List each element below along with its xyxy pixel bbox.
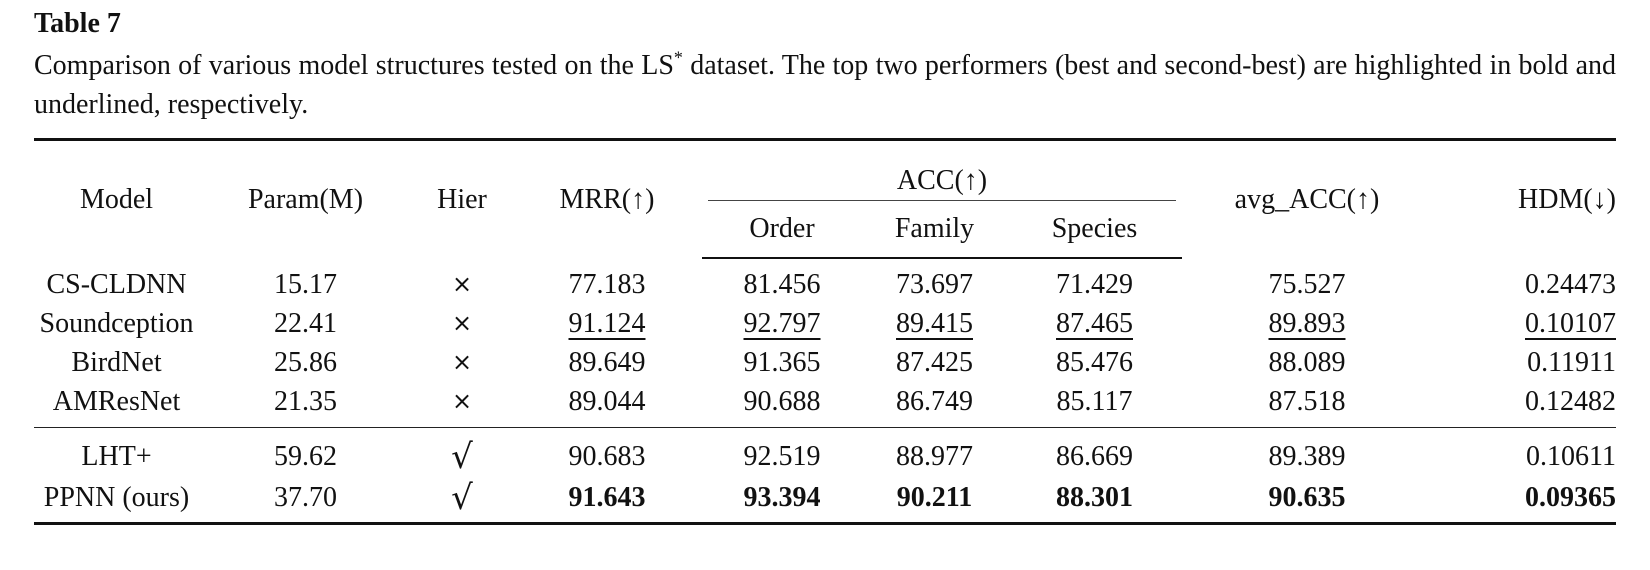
cell-species-best: 88.301 xyxy=(1007,477,1182,524)
cell-order: 90.688 xyxy=(702,382,862,428)
results-table xyxy=(34,138,1616,525)
table-row xyxy=(34,477,1616,524)
cell-mrr: 89.649 xyxy=(568,347,646,378)
header-acc-group xyxy=(702,140,1182,202)
cell-model: Soundception xyxy=(39,308,194,339)
cell-avg-acc: 75.527 xyxy=(1268,268,1346,300)
header-mrr: MRR(↑) xyxy=(512,140,702,259)
cell-order: 92.519 xyxy=(743,441,821,472)
header-acc: ACC(↑) xyxy=(896,165,988,196)
cell-param: 21.35 xyxy=(199,382,412,428)
cell-mrr-second-best: 91.124 xyxy=(568,308,646,339)
cell-order-second-best: 92.797 xyxy=(743,308,821,339)
cell-param: 59.62 xyxy=(274,441,337,472)
table-row xyxy=(34,382,1616,428)
cell-model: CS-CLDNN xyxy=(46,268,187,300)
cell-param: 22.41 xyxy=(274,308,337,339)
cell-family: 86.749 xyxy=(862,382,1007,428)
cell-avg-acc: 89.389 xyxy=(1268,441,1346,472)
cell-avg-acc: 88.089 xyxy=(1268,347,1346,378)
header-family: Family xyxy=(862,201,1007,258)
header-species: Species xyxy=(1007,201,1182,258)
cell-mrr: 77.183 xyxy=(568,268,646,300)
cell-hier: × xyxy=(451,269,473,298)
table-row xyxy=(34,343,1616,382)
cell-species: 85.476 xyxy=(1056,347,1133,378)
cell-avg-acc-second-best: 89.893 xyxy=(1268,308,1346,339)
cell-hdm: 0.10611 xyxy=(1526,441,1616,472)
cell-species: 71.429 xyxy=(1056,269,1133,300)
cell-order: 91.365 xyxy=(743,347,821,378)
caption-superscript: * xyxy=(673,47,683,68)
cell-avg-acc: 87.518 xyxy=(1182,382,1432,428)
header-order: Order xyxy=(702,201,862,258)
cell-model: PPNN (ours) xyxy=(34,477,199,524)
header-hier: Hier xyxy=(412,140,512,259)
cell-hdm: 0.24473 xyxy=(1525,268,1616,300)
cell-species-second-best: 87.465 xyxy=(1056,308,1133,339)
cell-mrr: 89.044 xyxy=(512,382,702,428)
cell-param: 15.17 xyxy=(274,268,337,300)
cell-param: 25.86 xyxy=(274,347,337,378)
table-caption xyxy=(34,46,1616,124)
cell-species: 85.117 xyxy=(1007,382,1182,428)
cell-hdm: 0.12482 xyxy=(1432,382,1616,428)
cell-hdm-second-best: 0.10107 xyxy=(1525,308,1616,339)
cell-avg-acc-best: 90.635 xyxy=(1182,477,1432,524)
cell-mrr: 90.683 xyxy=(568,441,646,472)
cell-hier: × xyxy=(412,382,512,428)
cell-hier: × xyxy=(451,348,473,376)
table-row xyxy=(34,258,1616,304)
cell-order-best: 93.394 xyxy=(702,477,862,524)
cell-family-best: 90.211 xyxy=(862,477,1007,524)
cell-hier: √ xyxy=(451,478,473,518)
table-row xyxy=(34,304,1616,343)
cell-hier: × xyxy=(451,309,473,337)
cell-hdm-best: 0.09365 xyxy=(1432,477,1616,524)
cell-model: BirdNet xyxy=(71,347,162,378)
header-hdm: HDM(↓) xyxy=(1432,140,1616,259)
table-row xyxy=(34,428,1616,478)
acc-group-rule xyxy=(708,200,1176,201)
caption-text-post: dataset. The top two performers (best and second-best) are highlighted in bold and underlined, respectively. xyxy=(34,50,1617,120)
header-avg-acc: avg_ACC(↑) xyxy=(1182,140,1432,259)
cell-hdm: 0.11911 xyxy=(1527,347,1616,378)
cell-species: 86.669 xyxy=(1056,441,1133,472)
cell-family-second-best: 89.415 xyxy=(896,308,973,339)
header-param: Param(M) xyxy=(199,140,412,259)
cell-family: 87.425 xyxy=(896,347,973,378)
cell-order: 81.456 xyxy=(743,269,821,300)
cell-param: 37.70 xyxy=(199,477,412,524)
cell-model: AMResNet xyxy=(34,382,199,428)
cell-mrr-best: 91.643 xyxy=(512,477,702,524)
header-model: Model xyxy=(34,140,199,259)
cell-model: LHT+ xyxy=(81,441,152,472)
table-label: Table 7 xyxy=(34,8,121,39)
cell-family: 88.977 xyxy=(896,441,973,472)
cell-hier: √ xyxy=(451,437,473,477)
table-figure xyxy=(34,6,1616,525)
caption-text-pre: Comparison of various model structures tested on the LS xyxy=(34,50,674,81)
cell-family: 73.697 xyxy=(896,269,973,300)
